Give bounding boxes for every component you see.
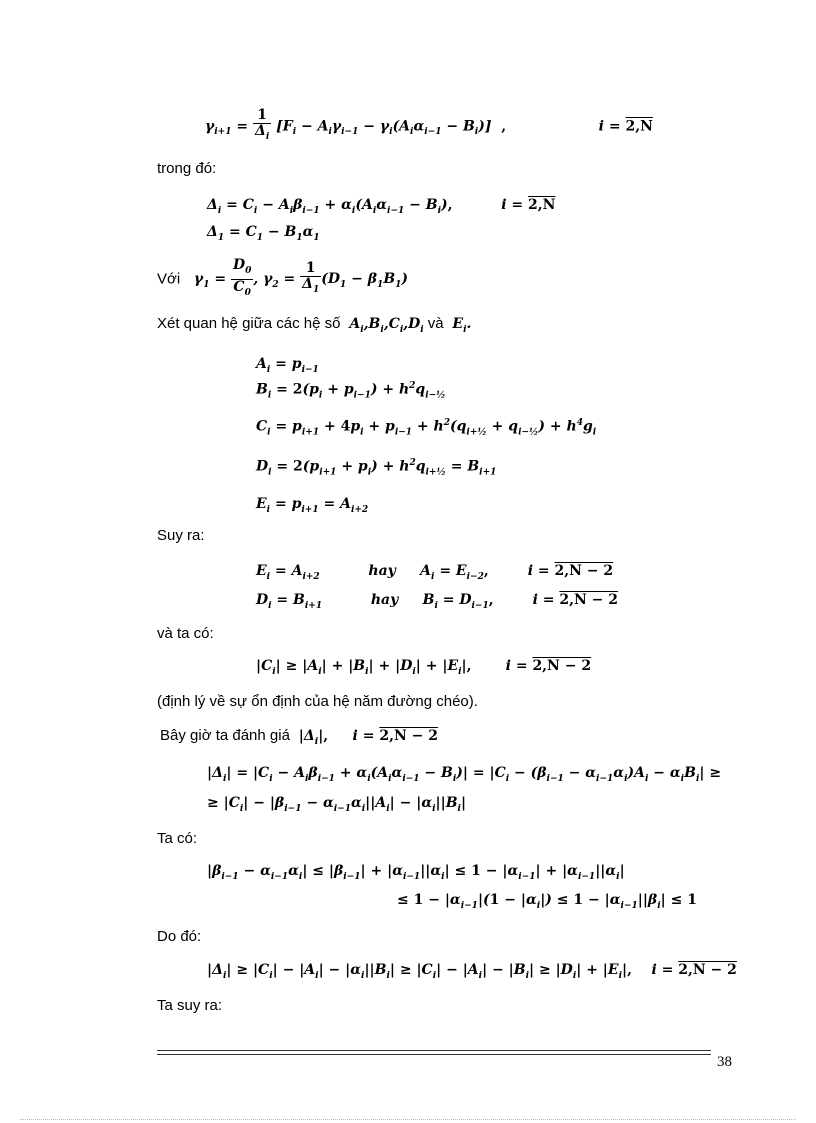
equation-d-i: $D_i = 2(p_{i+1} + p_i) + h^2q_{i+\frac{1}{2}} = B_{i+1}$: [256, 458, 497, 478]
page-number: 38: [717, 1054, 732, 1070]
equation-c-i: $C_i = p_{i+1} + 4p_i + p_{i-1} + h^2(q_{i+\frac{1}{2}} + q_{i-\frac{1}{2}}) + h^4g_i$: [256, 418, 597, 438]
line-bay-gio: [160, 727, 438, 747]
text-bay-gio: Bây giờ ta đánh giá: [160, 727, 290, 744]
equation-gamma-initial: $\gamma_1$ = $\frac{D_0}{C_0}$ , $\gamma_2$ = $\frac{1}{\Delta_1}$ $(D_1 - \beta_1B_1)$: [184, 257, 409, 298]
equation-final-bound: $|\Delta_i| \ge |C_i| - |A_i| - |\alpha_i||B_i| \ge |C_i| - |A_i| - |B_i| \ge |D_i| + |E_i|$, i = 2,N − 2: [207, 962, 737, 981]
equation-a-i: $A_i = p_{i-1}$: [256, 356, 319, 375]
equation-gamma-recurrence: $\gamma_{i+1}$ = $\frac{1}{\Delta_i}$ $[F_i - A_i\gamma_{i-1} - \gamma_i(A_i\alpha_{i-1} - B_i)]$ , i = 2,N: [205, 107, 653, 142]
line-voi: [157, 258, 408, 301]
equation-abs-delta: $|\Delta_i|$, i = 2,N − 2: [293, 728, 438, 747]
equation-e-equals-a: $E_i = A_{i+2}$ hay $A_i = E_{i-2}$, i = 2,N − 2: [256, 563, 614, 582]
equation-bound-2: ≤ $1 - |\alpha_{i-1}|(1 - |\alpha_i|) \le 1 - |\alpha_{i-1}||\beta_i| \le 1$: [397, 892, 697, 911]
equation-delta-i: $\Delta_i = C_i - A_i\beta_{i-1} + \alpha_i(A_i\alpha_{i-1} - B_i)$, i = 2,N: [207, 197, 556, 216]
text-ta-suy-ra: Ta suy ra:: [157, 997, 223, 1014]
text-do-do: Do đó:: [157, 928, 202, 945]
equation-coeff-list: $A_i,B_i,C_i,D_i$: [344, 316, 424, 335]
line-xet-quan-he: [157, 315, 471, 335]
page-bottom-divider: [20, 1119, 796, 1120]
text-trong-do: trong đó:: [157, 160, 217, 177]
equation-e-i: $E_i = p_{i+1} = A_{i+2}$: [256, 496, 369, 515]
equation-diagonal-dominance: $|C_i| \ge |A_i| + |B_i| + |D_i| + |E_i|$, i = 2,N − 2: [256, 658, 592, 677]
text-xet-quan-he: Xét quan hệ giữa các hệ số: [157, 315, 341, 332]
equation-coeff-e: $E_i$.: [447, 316, 472, 335]
text-va-ta-co: và ta có:: [157, 625, 214, 642]
equation-estimate-2: ≥ $|C_i| - |\beta_{i-1} - \alpha_{i-1}\alpha_i||A_i| - |\alpha_i||B_i|$: [207, 795, 467, 814]
text-voi: Với: [157, 270, 181, 288]
equation-b-i: $B_i = 2(p_i + p_{i-1}) + h^2q_{i-\frac{1}{2}}$: [256, 381, 446, 401]
equation-delta-1: $\Delta_1 = C_1 - B_1\alpha_1$: [207, 224, 320, 243]
text-ta-co: Ta có:: [157, 830, 198, 847]
text-dinh-ly: (định lý về sự ổn định của hệ năm đường chéo).: [157, 693, 478, 710]
equation-bound-1: $|\beta_{i-1} - \alpha_{i-1}\alpha_i| \le |\beta_{i-1}| + |\alpha_{i-1}||\alpha_i| \le 1 - |\alpha_{i-1}| + |\alpha_{i-1}||\alpha_i|$: [207, 863, 625, 882]
footer-rule: [157, 1050, 711, 1055]
text-va: và: [427, 315, 444, 332]
equation-estimate-1: $|\Delta_i| = |C_i - A_i\beta_{i-1} + \alpha_i(A_i\alpha_{i-1} - B_i)| = |C_i - (\beta_{i-1} - \alpha_{i-1}\alpha_i)A_i - \alpha_iB_i|$ ≥: [207, 765, 722, 784]
equation-d-equals-b: $D_i = B_{i+1}$ hay $B_i = D_{i-1}$, i = 2,N − 2: [256, 592, 619, 611]
text-suy-ra: Suy ra:: [157, 527, 205, 544]
